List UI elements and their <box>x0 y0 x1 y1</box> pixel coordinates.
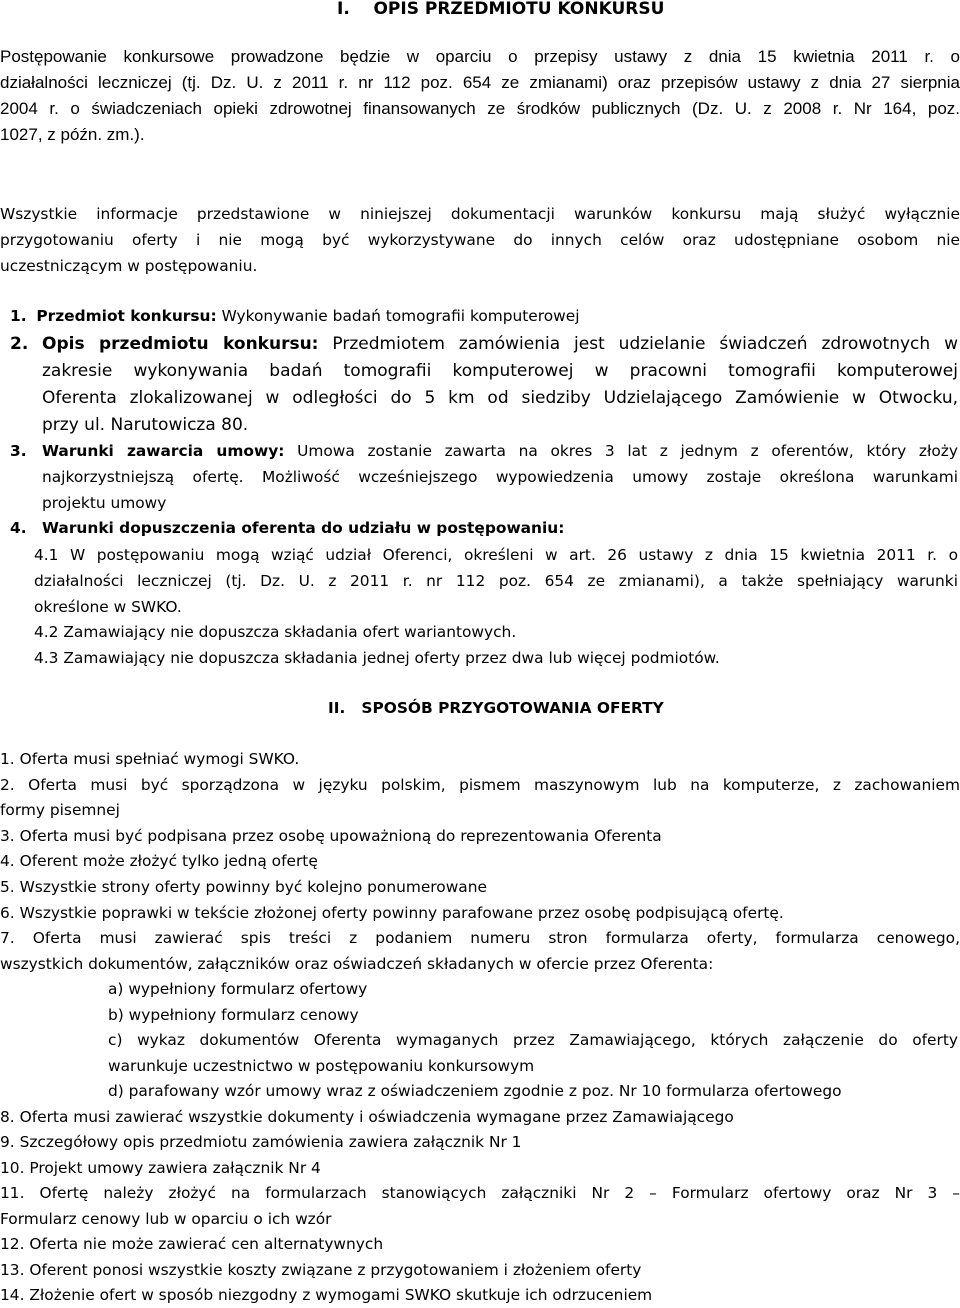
item-2-first-text <box>42 331 958 357</box>
item-2-number: 2. <box>10 334 29 354</box>
offer-item: 11. Ofertę należy złożyć na formularzach stanowiących załączniki Nr 2 – Formularz ofertowy oraz Nr 3 – <box>0 1184 960 1202</box>
offer-sub-item: a) wypełniony formularz ofertowy <box>108 980 368 998</box>
item-4-1-line: działalności leczniczej (tj. Dz. U. z 2011 r. nr 112 poz. 654 ze zmianami), a także spełniający warunki <box>34 572 958 590</box>
intro-line: 2004 r. o świadczeniach opieki zdrowotnej finansowanych ze środków publicznych (Dz. U. z 2008 r. Nr 164, poz. <box>0 99 960 118</box>
intro-line: Postępowanie konkursowe prowadzone będzie w oparciu o przepisy ustawy z dnia 15 kwietnia 2011 r. o <box>0 47 960 66</box>
item-3-first-text <box>42 438 958 464</box>
info-line: przygotowaniu oferty i nie mogą być wykorzystywane do innych celów oraz udostępniane osobom nie <box>0 231 960 249</box>
item-4-number: 4. <box>10 519 27 537</box>
item-2-line: Oferenta zlokalizowanej w odległości do 5 km od siedziby Udzielającego Zamówienie w Otwocku, <box>42 388 958 408</box>
offer-sub-item: d) parafowany wzór umowy wraz z oświadczeniem zgodnie z poz. Nr 10 formularza ofertowego <box>108 1082 842 1100</box>
offer-item: formy pisemnej <box>0 801 120 819</box>
offer-item: 4. Oferent może złożyć tylko jedną ofertę <box>0 852 318 870</box>
offer-item: 10. Projekt umowy zawiera załącznik Nr 4 <box>0 1159 321 1177</box>
offer-item: 1. Oferta musi spełniać wymogi SWKO. <box>0 750 300 768</box>
info-line: uczestniczącym w postępowaniu. <box>0 257 258 275</box>
offer-item: 2. Oferta musi być sporządzona w języku polskim, pismem maszynowym lub na komputerze, z zachowaniem <box>0 776 960 794</box>
offer-item: 8. Oferta musi zawierać wszystkie dokumenty i oświadczenia wymagane przez Zamawiającego <box>0 1108 734 1126</box>
item-2-first-line <box>10 331 958 357</box>
offer-item: 7. Oferta musi zawierać spis treści z podaniem numeru stron formularza oferty, formularza cenowego, <box>0 929 960 947</box>
info-line: Wszystkie informacje przedstawione w niniejszej dokumentacji warunków konkursu mają służyć wyłącznie <box>0 205 960 223</box>
item-2-line: przy ul. Narutowicza 80. <box>42 415 249 435</box>
intro-line: działalności leczniczej (tj. Dz. U. z 2011 r. nr 112 poz. 654 ze zmianami) oraz przepisów ustawy z dnia 27 sierpnia <box>0 73 960 92</box>
offer-item: 3. Oferta musi być podpisana przez osobę upoważnioną do reprezentowania Oferenta <box>0 827 662 845</box>
offer-item: 5. Wszystkie strony oferty powinny być kolejno ponumerowane <box>0 878 487 896</box>
section-1-title: OPIS PRZEDMIOTU KONKURSU <box>373 0 665 19</box>
item-1-text: Wykonywanie badań tomografii komputerowej <box>221 307 580 325</box>
item-3-first-line <box>10 438 958 464</box>
item-4-1-line: określone w SWKO. <box>34 598 182 616</box>
section-2-heading <box>328 695 928 721</box>
item-3-number: 3. <box>10 442 27 460</box>
item-3-first: Umowa zostanie zawarta na okres 3 lat z jednym z oferentów, który złoży <box>297 442 958 460</box>
item-1-label: Przedmiot konkursu: <box>36 307 217 325</box>
item-3-label: Warunki zawarcia umowy: <box>42 442 285 460</box>
item-1 <box>10 303 960 329</box>
item-1-number: 1. <box>10 307 27 325</box>
section-2-numeral: II. <box>328 699 346 717</box>
offer-item: 6. Wszystkie poprawki w tekście złożonej oferty powinny parafowane przez osobę podpisującą ofertę. <box>0 904 784 922</box>
item-4-heading <box>10 515 960 541</box>
offer-sub-item: b) wypełniony formularz cenowy <box>108 1006 359 1024</box>
section-1-heading <box>337 0 937 22</box>
section-2-title: SPOSÓB PRZYGOTOWANIA OFERTY <box>361 699 664 717</box>
offer-sub-item: warunkuje uczestnictwo w postępowaniu konkursowym <box>108 1057 535 1075</box>
offer-item: Formularz cenowy lub w oparciu o ich wzór <box>0 1210 332 1228</box>
section-1-numeral: I. <box>337 0 350 19</box>
item-2-label: Opis przedmiotu konkursu: <box>42 334 319 354</box>
offer-item: 12. Oferta nie może zawierać cen alternatywnych <box>0 1235 384 1253</box>
offer-item: wszystkich dokumentów, załączników oraz oświadczeń składanych w ofercie przez Oferenta: <box>0 955 714 973</box>
item-4-2: 4.2 Zamawiający nie dopuszcza składania ofert wariantowych. <box>34 623 517 641</box>
item-2-first: Przedmiotem zamówienia jest udzielanie świadczeń zdrowotnych w <box>332 334 958 354</box>
item-4-1-line: 4.1 W postępowaniu mogą wziąć udział Oferenci, określeni w art. 26 ustawy z dnia 15 kwietnia 2011 r. o <box>34 546 958 564</box>
offer-sub-item: c) wykaz dokumentów Oferenta wymaganych przez Zamawiającego, których załączenie do oferty <box>108 1031 958 1049</box>
item-3-line: najkorzystniejszą ofertę. Możliwość wcześniejszego wypowiedzenia umowy zostaje określona warunkami <box>42 468 958 486</box>
item-3-line: projektu umowy <box>42 494 167 512</box>
item-2-line: zakresie wykonywania badań tomografii komputerowej w pracowni tomografii komputerowej <box>42 361 958 381</box>
intro-line: 1027, z późn. zm.). <box>0 125 145 144</box>
offer-item: 9. Szczegółowy opis przedmiotu zamówienia zawiera załącznik Nr 1 <box>0 1133 522 1151</box>
offer-item: 13. Oferent ponosi wszystkie koszty związane z przygotowaniem i złożeniem oferty <box>0 1261 642 1279</box>
item-4-label: Warunki dopuszczenia oferenta do udziału w postępowaniu: <box>42 519 565 537</box>
offer-item: 14. Złożenie ofert w sposób niezgodny z wymogami SWKO skutkuje ich odrzuceniem <box>0 1286 653 1304</box>
item-4-3: 4.3 Zamawiający nie dopuszcza składania jednej oferty przez dwa lub więcej podmiotów. <box>34 649 720 667</box>
